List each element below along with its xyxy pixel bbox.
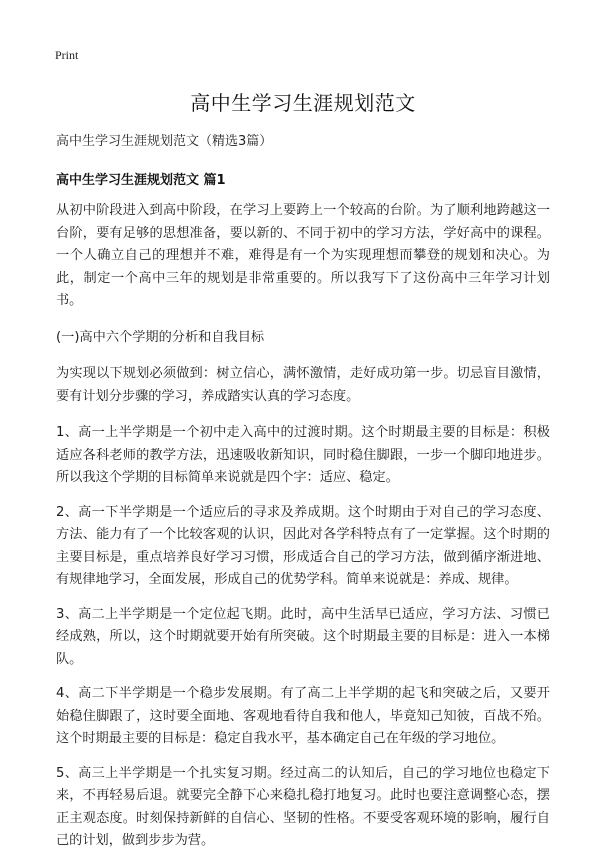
intro-paragraph: 从初中阶段进入到高中阶段，在学习上要跨上一个较高的台阶。为了顺利地跨越这一台阶，要有足够的思想准备，要以新的、不同于初中的学习方法，学好高中的课程。一个人确立自己的理想并不难，难得是有一个为实现理想而攀登的规划和决心。为此，制定一个高中三年的规划是非常重要的。所以我写下了这份高中三年学习计划书。 [56, 203, 550, 308]
list-item-semester-2: 2、高一下半学期是一个适应后的寻求及养成期。这个时期由于对自己的学习态度、方法、能力有了一个比较客观的认识，因此对各学科特点有了一定掌握。这个时期的主要目标是，重点培养良好学习习惯，形成适合自己的学习方法，做到循序渐进地、有规律地学习，全面发展，形成自己的优势学科。简单来说就是：养成、规律。 [56, 504, 550, 587]
subsection-heading: (一)高中六个学期的分析和自我目标 [56, 329, 265, 345]
approach-paragraph: 为实现以下规划必须做到：树立信心，满怀激情，走好成功第一步。切忌盲目激情，要有计划分步骤的学习，养成踏实认真的学习态度。 [56, 366, 550, 404]
list-item-semester-3: 3、高二上半学期是一个定位起飞期。此时，高中生活早已适应，学习方法、习惯已经成熟，所以，这个时期就要开始有所突破。这个时期最主要的目标是：进入一本梯队。 [56, 606, 550, 667]
document-title: 高中生学习生涯规划范文 [190, 91, 416, 115]
list-item-semester-4: 4、高二下半学期是一个稳步发展期。有了高二上半学期的起飞和突破之后，又要开始稳住脚跟了，这时要全面地、客观地看待自我和他人，毕竟知己知彼，百战不殆。这个时期最主要的目标是：稳定自我水平，基本确定自己在年级的学习地位。 [56, 686, 550, 746]
list-item-semester-1: 1、高一上半学期是一个初中走入高中的过渡时期。这个时期最主要的目标是：积极适应各科老师的教学方法，迅速吸收新知识，同时稳住脚跟，一步一个脚印地进步。所以我这个学期的目标简单来说就是四个字：适应、稳定。 [56, 425, 550, 485]
print-link[interactable]: Print [55, 48, 79, 62]
document-subtitle: 高中生学习生涯规划范文（精选3篇） [56, 134, 273, 149]
list-item-semester-5: 5、高三上半学期是一个扎实复习期。经过高二的认知后，自己的学习地位也稳定下来，不再轻易后退。就要完全静下心来稳扎稳打地复习。此时也要注意调整心态，摆正主观态度。时刻保持新鲜的自信心、坚韧的性格。不要受客观环境的影响，履行自己的计划，做到步步为营。 [56, 765, 550, 848]
section-heading: 高中生学习生涯规划范文 篇1 [56, 173, 226, 188]
